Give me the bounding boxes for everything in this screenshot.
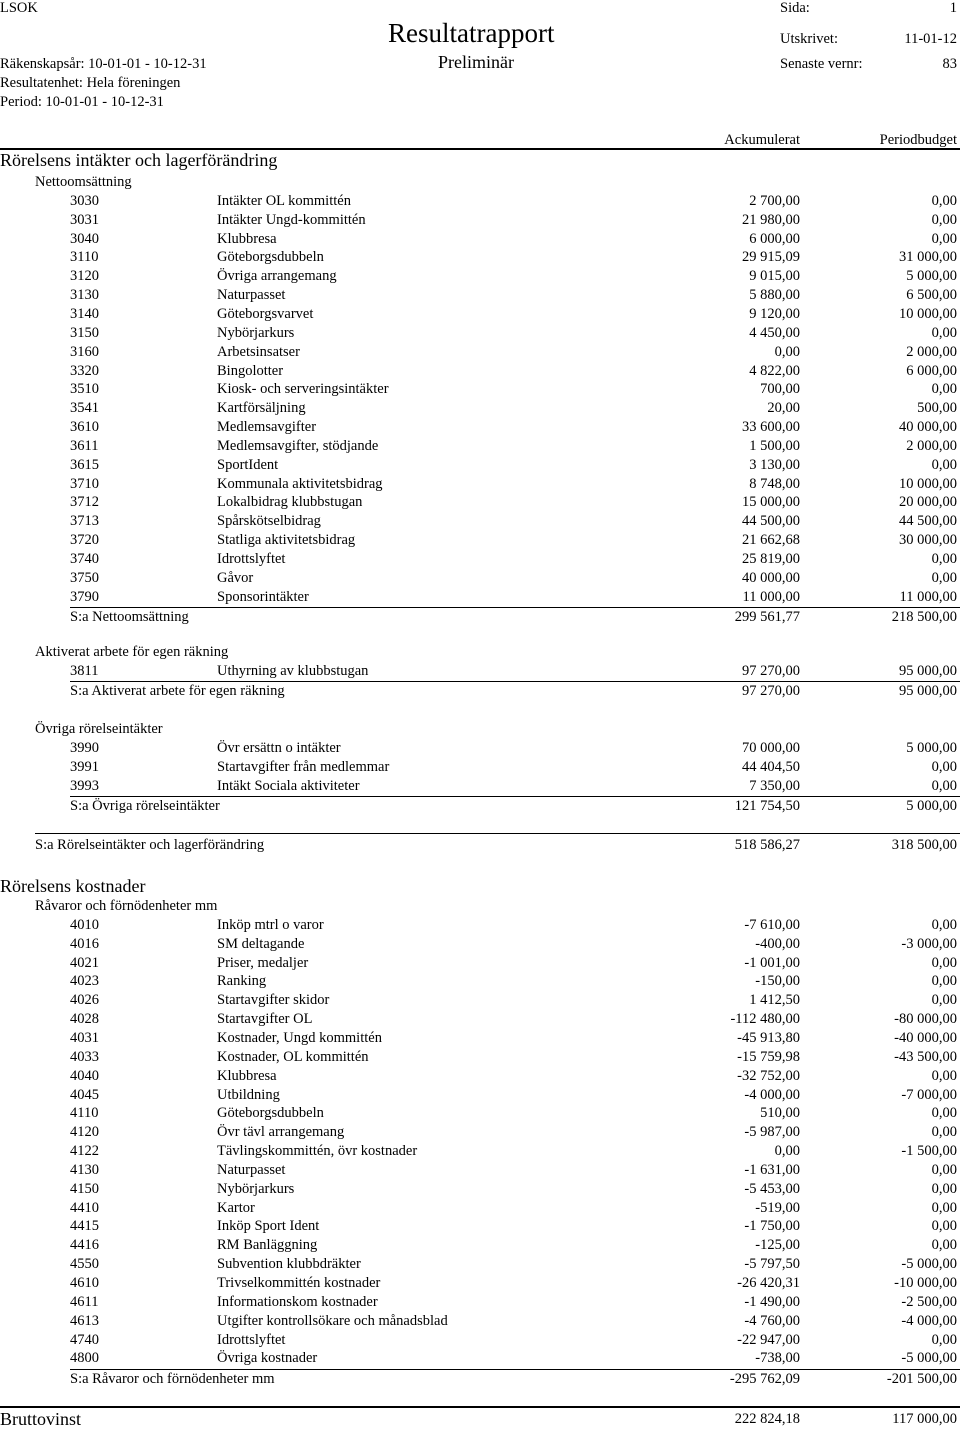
- account-number: 4045: [70, 1086, 99, 1103]
- account-number: 3031: [70, 211, 99, 228]
- accumulated-value: -4 760,00: [744, 1312, 800, 1329]
- accumulated-value: 0,00: [774, 1143, 800, 1160]
- budget-value: 5 000,00: [906, 739, 957, 756]
- section-total-label: S:a Rörelseintäkter och lagerförändring: [35, 837, 265, 853]
- account-name: Övr ersättn o intäkter: [217, 739, 341, 756]
- budget-value: -2 500,00: [901, 1293, 957, 1310]
- account-name: Sponsorintäkter: [217, 588, 309, 605]
- sum-rule: [70, 607, 960, 608]
- section-total-accumulated: 518 586,27: [734, 837, 800, 853]
- accumulated-value: -1 750,00: [744, 1218, 800, 1235]
- account-number: 4110: [70, 1105, 99, 1122]
- accumulated-value: -519,00: [755, 1199, 800, 1216]
- account-number: 3750: [70, 569, 99, 586]
- budget-value: 31 000,00: [899, 249, 957, 266]
- account-name: Övr tävl arrangemang: [217, 1124, 345, 1141]
- account-name: Startavgifter skidor: [217, 992, 330, 1009]
- budget-value: 0,00: [931, 758, 957, 775]
- group-title: Nettoomsättning: [35, 174, 132, 190]
- budget-value: 0,00: [931, 230, 957, 247]
- budget-value: 0,00: [931, 954, 957, 971]
- budget-value: 11 000,00: [899, 588, 957, 605]
- account-name: Kostnader, OL kommittén: [217, 1048, 369, 1065]
- accumulated-value: 29 915,09: [742, 249, 800, 266]
- account-number: 3040: [70, 230, 99, 247]
- budget-value: -1 500,00: [901, 1143, 957, 1160]
- accumulated-value: 44 404,50: [742, 758, 800, 775]
- budget-value: 500,00: [917, 400, 957, 417]
- accumulated-value: 25 819,00: [742, 551, 800, 567]
- account-number: 4415: [70, 1218, 99, 1235]
- section-title: Rörelsens kostnader: [0, 876, 146, 896]
- account-name: Utbildning: [217, 1086, 280, 1103]
- accumulated-value: -4 000,00: [744, 1086, 800, 1103]
- account-name: Ranking: [217, 973, 267, 990]
- account-name: Intäkter Ungd-kommittén: [217, 211, 366, 228]
- group-sum-accumulated: -295 762,09: [729, 1370, 800, 1387]
- account-name: Naturpasset: [217, 1161, 286, 1178]
- account-name: Statliga aktivitetsbidrag: [217, 532, 356, 549]
- group-title: Aktiverat arbete för egen räkning: [35, 644, 229, 660]
- accumulated-value: -26 420,31: [737, 1275, 800, 1291]
- account-number: 3710: [70, 475, 99, 492]
- accumulated-value: -45 913,80: [737, 1029, 800, 1046]
- account-number: 3811: [70, 662, 99, 679]
- accumulated-value: 11 000,00: [742, 588, 800, 605]
- account-name: Kostnader, Ungd kommittén: [217, 1029, 382, 1046]
- gross-profit-label: Bruttovinst: [0, 1409, 82, 1429]
- budget-value: 0,00: [931, 992, 957, 1009]
- group-title: Övriga rörelseintäkter: [35, 721, 163, 737]
- account-name: RM Banläggning: [217, 1237, 318, 1254]
- account-name: Intäkt Sociala aktiviteter: [217, 777, 360, 794]
- account-name: Nybörjarkurs: [217, 1180, 295, 1197]
- account-name: SportIdent: [217, 456, 279, 473]
- account-number: 3030: [70, 192, 99, 209]
- budget-value: 0,00: [931, 551, 957, 567]
- account-number: 4026: [70, 992, 99, 1009]
- account-number: 3150: [70, 324, 99, 341]
- account-name: Kartor: [217, 1199, 255, 1216]
- account-name: Inköp Sport Ident: [217, 1218, 320, 1235]
- voucher-number: 83: [942, 56, 957, 72]
- accumulated-value: 15 000,00: [742, 494, 800, 511]
- account-name: Idrottslyftet: [217, 1331, 286, 1348]
- column-header-accumulated: Ackumulerat: [724, 132, 800, 148]
- account-number: 4150: [70, 1180, 99, 1197]
- gross-profit-budget: 117 000,00: [892, 1411, 957, 1427]
- accumulated-value: -112 480,00: [730, 1011, 800, 1028]
- account-name: Trivselkommittén kostnader: [217, 1275, 381, 1291]
- budget-value: 0,00: [931, 1124, 957, 1141]
- accumulated-value: 21 662,68: [742, 532, 800, 549]
- budget-value: 6 500,00: [906, 287, 957, 304]
- account-name: Tävlingskommittén, övr kostnader: [217, 1143, 418, 1160]
- accumulated-value: 4 822,00: [749, 362, 800, 379]
- accumulated-value: -5 987,00: [744, 1124, 800, 1141]
- group-sum-label: S:a Nettoomsättning: [70, 609, 189, 626]
- accumulated-value: 5 880,00: [749, 287, 800, 304]
- budget-value: 0,00: [931, 916, 957, 933]
- budget-value: 0,00: [931, 456, 957, 473]
- total-rule: [35, 833, 960, 834]
- account-name: Subvention klubbdräkter: [217, 1256, 361, 1273]
- gross-rule: [0, 1406, 960, 1408]
- account-number: 3541: [70, 400, 99, 417]
- accumulated-value: 33 600,00: [742, 419, 800, 436]
- group-sum-label: S:a Övriga rörelseintäkter: [70, 797, 220, 814]
- accumulated-value: 20,00: [767, 400, 800, 417]
- accumulated-value: 97 270,00: [742, 662, 800, 679]
- account-name: Medlemsavgifter: [217, 419, 317, 436]
- accumulated-value: -22 947,00: [737, 1331, 800, 1348]
- budget-value: 0,00: [931, 973, 957, 990]
- account-name: Göteborgsdubbeln: [217, 1105, 324, 1122]
- budget-value: 0,00: [931, 1331, 957, 1348]
- accumulated-value: -1 001,00: [744, 954, 800, 971]
- accumulated-value: 9 120,00: [749, 305, 800, 322]
- account-number: 3993: [70, 777, 99, 794]
- accumulated-value: -1 490,00: [744, 1293, 800, 1310]
- account-name: Övriga arrangemang: [217, 268, 337, 285]
- accumulated-value: 1 500,00: [749, 437, 800, 454]
- account-number: 4410: [70, 1199, 99, 1216]
- account-number: 4010: [70, 916, 99, 933]
- budget-value: 0,00: [931, 569, 957, 586]
- budget-value: -3 000,00: [901, 935, 957, 952]
- accumulated-value: 2 700,00: [749, 192, 800, 209]
- account-number: 4028: [70, 1011, 99, 1028]
- budget-value: 0,00: [931, 192, 957, 209]
- budget-value: 44 500,00: [899, 513, 957, 530]
- account-name: Spårskötselbidrag: [217, 513, 321, 530]
- account-number: 4033: [70, 1048, 99, 1065]
- account-name: Kiosk- och serveringsintäkter: [217, 381, 389, 398]
- budget-value: -10 000,00: [894, 1275, 957, 1291]
- account-number: 3120: [70, 268, 99, 285]
- accumulated-value: 510,00: [760, 1105, 800, 1122]
- account-number: 4800: [70, 1350, 99, 1367]
- account-name: Nybörjarkurs: [217, 324, 295, 341]
- account-name: Klubbresa: [217, 1067, 277, 1084]
- voucher-label: Senaste vernr:: [780, 56, 863, 72]
- accumulated-value: 7 350,00: [749, 777, 800, 794]
- budget-value: -7 000,00: [901, 1086, 957, 1103]
- account-number: 3160: [70, 343, 99, 360]
- group-sum-accumulated: 299 561,77: [734, 609, 800, 626]
- accumulated-value: -5 797,50: [744, 1256, 800, 1273]
- report-subtitle: Preliminär: [438, 52, 514, 72]
- group-sum-accumulated: 121 754,50: [734, 797, 800, 814]
- account-name: Övriga kostnader: [217, 1350, 318, 1367]
- accumulated-value: -1 631,00: [744, 1161, 800, 1178]
- printed-date: 11-01-12: [904, 31, 957, 47]
- gross-profit-accumulated: 222 824,18: [734, 1411, 800, 1427]
- account-number: 3790: [70, 588, 99, 605]
- account-name: Naturpasset: [217, 287, 286, 304]
- section-total-budget: 318 500,00: [891, 837, 957, 853]
- page-label: Sida:: [780, 0, 810, 16]
- accumulated-value: -5 453,00: [744, 1180, 800, 1197]
- account-number: 4130: [70, 1161, 99, 1178]
- account-name: Informationskom kostnader: [217, 1293, 378, 1310]
- account-number: 3110: [70, 249, 99, 266]
- accumulated-value: 4 450,00: [749, 324, 800, 341]
- group-sum-budget: 5 000,00: [906, 797, 957, 814]
- budget-value: -5 000,00: [901, 1256, 957, 1273]
- budget-value: 0,00: [931, 1067, 957, 1084]
- account-name: Startavgifter från medlemmar: [217, 758, 390, 775]
- period: Period: 10-01-01 - 10-12-31: [0, 94, 164, 110]
- accumulated-value: 40 000,00: [742, 569, 800, 586]
- budget-value: 10 000,00: [899, 305, 957, 322]
- budget-value: 0,00: [931, 1237, 957, 1254]
- budget-value: -5 000,00: [901, 1350, 957, 1367]
- account-number: 4550: [70, 1256, 99, 1273]
- account-number: 4016: [70, 935, 99, 952]
- account-number: 4740: [70, 1331, 99, 1348]
- group-sum-budget: 95 000,00: [899, 683, 957, 700]
- account-number: 3991: [70, 758, 99, 775]
- accumulated-value: -150,00: [755, 973, 800, 990]
- account-name: Göteborgsvarvet: [217, 305, 314, 322]
- account-number: 4611: [70, 1293, 99, 1310]
- budget-value: 95 000,00: [899, 662, 957, 679]
- budget-value: 40 000,00: [899, 419, 957, 436]
- account-name: Utgifter kontrollsökare och månadsblad: [217, 1312, 448, 1329]
- account-name: Kommunala aktivitetsbidrag: [217, 475, 383, 492]
- account-number: 4610: [70, 1275, 99, 1291]
- account-number: 3740: [70, 551, 99, 567]
- account-name: Gåvor: [217, 569, 254, 586]
- account-number: 3990: [70, 739, 99, 756]
- budget-value: 0,00: [931, 1105, 957, 1122]
- group-title: Råvaror och förnödenheter mm: [35, 898, 218, 914]
- fiscal-year: Räkenskapsår: 10-01-01 - 10-12-31: [0, 56, 207, 72]
- budget-value: 10 000,00: [899, 475, 957, 492]
- budget-value: 0,00: [931, 324, 957, 341]
- account-number: 3510: [70, 381, 99, 398]
- account-number: 3320: [70, 362, 99, 379]
- account-name: Klubbresa: [217, 230, 277, 247]
- accumulated-value: 44 500,00: [742, 513, 800, 530]
- account-number: 4031: [70, 1029, 99, 1046]
- account-name: Kartförsäljning: [217, 400, 306, 417]
- account-number: 4120: [70, 1124, 99, 1141]
- group-sum-label: S:a Råvaror och förnödenheter mm: [70, 1370, 275, 1387]
- accumulated-value: 1 412,50: [749, 992, 800, 1009]
- account-number: 4122: [70, 1143, 99, 1160]
- account-name: Intäkter OL kommittén: [217, 192, 351, 209]
- column-header-budget: Periodbudget: [879, 132, 957, 148]
- account-name: Priser, medaljer: [217, 954, 309, 971]
- app-name: LSOK: [0, 0, 38, 16]
- page-number: 1: [949, 0, 957, 16]
- budget-value: 0,00: [931, 1180, 957, 1197]
- account-name: Inköp mtrl o varor: [217, 916, 324, 933]
- account-number: 3130: [70, 287, 99, 304]
- accumulated-value: 0,00: [774, 343, 800, 360]
- account-name: SM deltagande: [217, 935, 305, 952]
- budget-value: 2 000,00: [906, 437, 957, 454]
- accumulated-value: 9 015,00: [749, 268, 800, 285]
- account-name: Medlemsavgifter, stödjande: [217, 437, 379, 454]
- accumulated-value: -7 610,00: [744, 916, 800, 933]
- account-name: Bingolotter: [217, 362, 284, 379]
- budget-value: 0,00: [931, 777, 957, 794]
- account-number: 3611: [70, 437, 99, 454]
- accumulated-value: 700,00: [760, 381, 800, 398]
- accumulated-value: -32 752,00: [737, 1067, 800, 1084]
- account-name: Startavgifter OL: [217, 1011, 313, 1028]
- budget-value: 30 000,00: [899, 532, 957, 549]
- account-name: Lokalbidrag klubbstugan: [217, 494, 363, 511]
- account-name: Göteborgsdubbeln: [217, 249, 324, 266]
- budget-value: 2 000,00: [906, 343, 957, 360]
- account-number: 4023: [70, 973, 99, 990]
- account-number: 3713: [70, 513, 99, 530]
- account-number: 3712: [70, 494, 99, 511]
- budget-value: -40 000,00: [894, 1029, 957, 1046]
- budget-value: 0,00: [931, 1199, 957, 1216]
- accumulated-value: 70 000,00: [742, 739, 800, 756]
- budget-value: -80 000,00: [894, 1011, 957, 1028]
- budget-value: 0,00: [931, 1218, 957, 1235]
- accumulated-value: -125,00: [755, 1237, 800, 1254]
- group-sum-accumulated: 97 270,00: [742, 683, 800, 700]
- accumulated-value: -15 759,98: [737, 1048, 800, 1065]
- budget-value: 20 000,00: [899, 494, 957, 511]
- budget-value: 0,00: [931, 381, 957, 398]
- result-unit: Resultatenhet: Hela föreningen: [0, 75, 181, 91]
- account-name: Uthyrning av klubbstugan: [217, 662, 369, 679]
- account-name: Idrottslyftet: [217, 551, 286, 567]
- account-number: 4416: [70, 1237, 99, 1254]
- account-number: 4021: [70, 954, 99, 971]
- account-number: 3610: [70, 419, 99, 436]
- account-number: 4040: [70, 1067, 99, 1084]
- account-number: 3140: [70, 305, 99, 322]
- printed-label: Utskrivet:: [780, 31, 838, 47]
- accumulated-value: 3 130,00: [749, 456, 800, 473]
- accumulated-value: -400,00: [755, 935, 800, 952]
- accumulated-value: -738,00: [755, 1350, 800, 1367]
- account-name: Arbetsinsatser: [217, 343, 300, 360]
- budget-value: 6 000,00: [906, 362, 957, 379]
- group-sum-label: S:a Aktiverat arbete för egen räkning: [70, 683, 285, 700]
- accumulated-value: 6 000,00: [749, 230, 800, 247]
- accumulated-value: 8 748,00: [749, 475, 800, 492]
- group-sum-budget: -201 500,00: [886, 1370, 957, 1387]
- budget-value: 5 000,00: [906, 268, 957, 285]
- budget-value: -4 000,00: [901, 1312, 957, 1329]
- section-title: Rörelsens intäkter och lagerförändring: [0, 150, 278, 170]
- report-title: Resultatrapport: [388, 18, 555, 48]
- account-number: 4613: [70, 1312, 99, 1329]
- budget-value: -43 500,00: [894, 1048, 957, 1065]
- account-number: 3615: [70, 456, 99, 473]
- budget-value: 0,00: [931, 1161, 957, 1178]
- account-number: 3720: [70, 532, 99, 549]
- group-sum-budget: 218 500,00: [891, 609, 957, 626]
- accumulated-value: 21 980,00: [742, 211, 800, 228]
- budget-value: 0,00: [931, 211, 957, 228]
